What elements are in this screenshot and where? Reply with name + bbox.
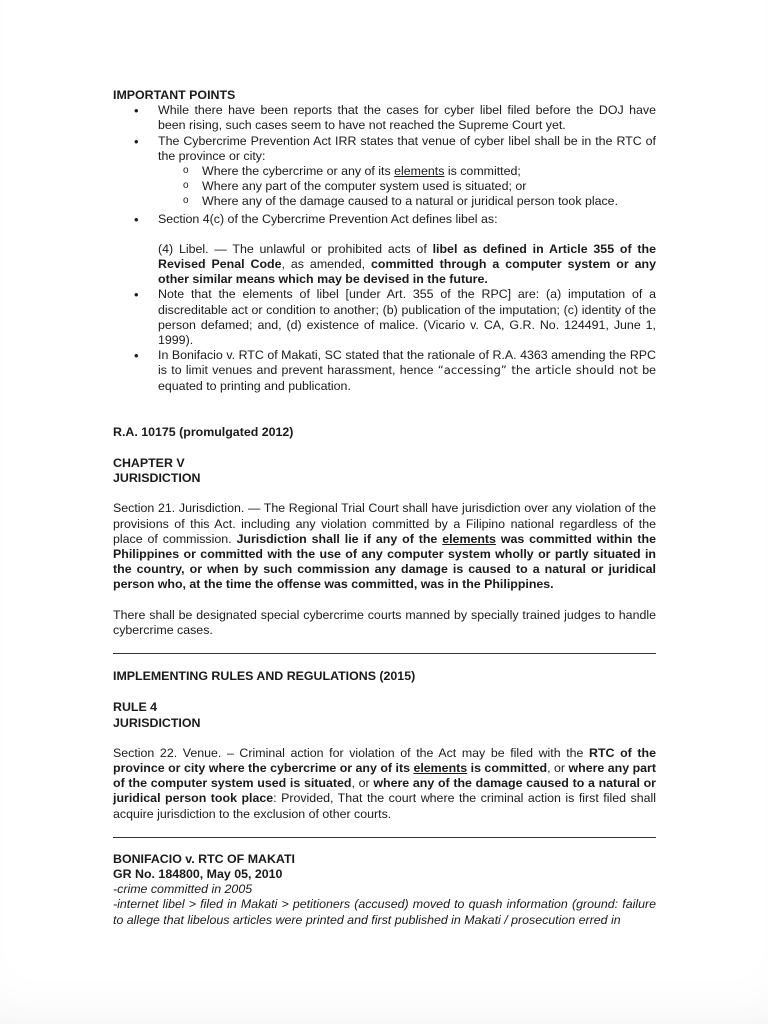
section-text: , or xyxy=(547,760,569,775)
point-bonifacio-accessing: “accessing” the article should not xyxy=(437,363,638,378)
list-item xyxy=(113,134,656,210)
rule-label: RULE 4 xyxy=(113,700,158,715)
section-text: : Provided, That the court where the criminal action is first filed shall acquire jurisdiction to the exclusion of other courts. xyxy=(113,791,656,821)
chapter-title: JURISDICTION xyxy=(113,471,201,486)
sub-text: Where any of the damage caused to a natural or juridical person took place. xyxy=(202,194,619,209)
section-bold-text: was committed within the Philippines or committed with the use of any computer system wholly or partly situated in the country, or when by such commission any damage is caused to a natural or juridical person who, at the time the offense was committed, was in the Philippines. xyxy=(113,531,656,592)
section-22 xyxy=(113,746,656,822)
chapter-label: CHAPTER V xyxy=(113,456,185,471)
sub-text: is committed; xyxy=(444,164,521,179)
section-bold-text: is committed xyxy=(467,760,548,775)
libel-bold-text: committed through a computer system or any other similar means which may be devised in the future. xyxy=(158,257,657,287)
section-bold-text: where any of the damage caused to a natural or juridical person took place xyxy=(113,776,656,806)
list-item xyxy=(113,348,656,394)
elements-underlined: elements xyxy=(413,760,468,775)
irr-title: IMPLEMENTING RULES AND REGULATIONS (2015) xyxy=(113,669,416,684)
libel-text: (4) Libel. — The unlawful or prohibited acts of xyxy=(158,241,433,256)
point-section-4c: Section 4(c) of the Cybercrime Prevention Act defines libel as: xyxy=(158,211,498,226)
document-body xyxy=(113,88,656,928)
important-points-list xyxy=(113,103,656,394)
libel-definition xyxy=(158,242,656,288)
case-note: -crime committed in 2005 xyxy=(113,882,253,897)
point-venue-irr: The Cybercrime Prevention Act IRR states that venue of cyber libel shall be in the RTC of the province or city: xyxy=(158,133,656,163)
point-doj-cases: While there have been reports that the cases for cyber libel filed before the DOJ have been rising, such cases seem to have not reached the Supreme Court yet. xyxy=(158,103,656,133)
case-title: BONIFACIO v. RTC OF MAKATI xyxy=(113,851,295,866)
point-bonifacio-text: be equated to printing and publication. xyxy=(158,363,656,393)
sub-list-item xyxy=(113,194,656,209)
list-item xyxy=(113,103,656,133)
sub-list-item xyxy=(113,179,656,194)
point-bonifacio-text: In Bonifacio v. RTC of Makati, SC stated that the rationale of R.A. 4363 amending the RPC is to limit venues and prevent harassment, hence xyxy=(158,348,656,378)
ra-title: R.A. 10175 (promulgated 2012) xyxy=(113,424,294,439)
section-text: Section 22. Venue. – Criminal action for violation of the Act may be filed with the xyxy=(113,745,590,760)
section-bold-text: RTC of the province or city where the cybercrime or any of its xyxy=(113,745,656,775)
point-elements-of-libel: Note that the elements of libel [under Art. 355 of the RPC] are: (a) imputation of a discreditable act or condition to another; (b) publication of the imputation; (c) identity of the person defamed; and, (d) existence of malice. (Vicario v. CA, G.R. No. 124491, June 1, 1999). xyxy=(158,287,656,348)
sub-text: Where the cybercrime or any of its xyxy=(202,164,395,179)
libel-bold-text: libel as defined in Article 355 of the Revised Penal Code xyxy=(158,241,656,272)
sub-text: Where any part of the computer system used is situated; or xyxy=(202,179,527,194)
section-text: Section 21. Jurisdiction. — The Regional Trial Court shall have jurisdiction over any violation of the provisions of this Act. including any violation committed by a Filipino national regardless of the place of commission. xyxy=(113,501,656,546)
venue-sublist xyxy=(158,164,656,210)
sub-list-item xyxy=(113,164,656,179)
libel-text: , as amended, xyxy=(281,257,372,272)
divider xyxy=(113,837,656,838)
list-item xyxy=(113,287,656,348)
case-gr-number: GR No. 184800, May 05, 2010 xyxy=(113,866,283,881)
elements-underlined: elements xyxy=(394,164,445,179)
divider xyxy=(113,653,656,654)
section-21 xyxy=(113,501,656,592)
rule-title: JURISDICTION xyxy=(113,715,201,730)
section-text: , or xyxy=(351,776,374,791)
list-item xyxy=(113,212,656,288)
elements-underlined: elements xyxy=(442,531,496,546)
case-note: -internet libel > filed in Makati > petitioners (accused) moved to quash information (ground: failure to allege that libelous articles were printed and first published in Makati / prosecution erred in xyxy=(113,897,656,927)
section-bold-text: where any part of the computer system used is situated xyxy=(113,760,656,791)
important-points-heading: IMPORTANT POINTS xyxy=(113,88,236,102)
cybercrime-courts-paragraph: There shall be designated special cybercrime courts manned by specially trained judges to handle cybercrime cases. xyxy=(113,607,656,637)
section-bold-text: Jurisdiction shall lie if any of the xyxy=(236,531,443,546)
